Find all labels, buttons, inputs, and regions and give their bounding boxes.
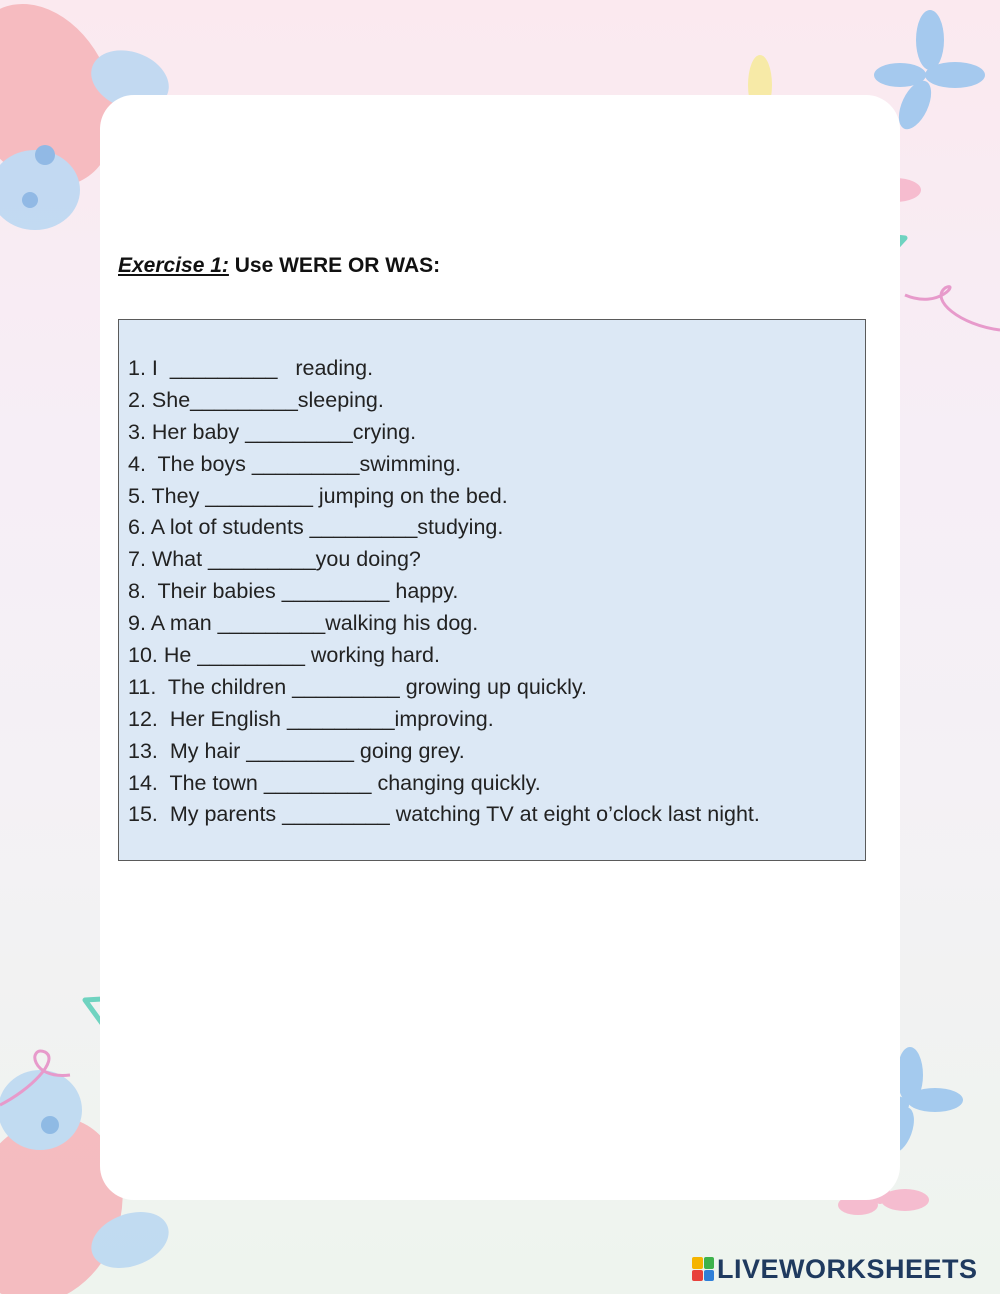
exercise-label: Exercise 1: bbox=[118, 254, 229, 277]
exercise-list bbox=[128, 353, 760, 831]
exercise-item-6: 6. A lot of students _________studying. bbox=[128, 515, 504, 540]
exercise-instruction: Use WERE OR WAS: bbox=[228, 254, 441, 277]
exercise-item-15: 15. My parents _________ watching TV at eight o’clock last night. bbox=[128, 802, 760, 827]
liveworksheets-logo bbox=[692, 1254, 978, 1284]
liveworksheets-logo-icon bbox=[692, 1257, 714, 1281]
exercise-item-10: 10. He _________ working hard. bbox=[128, 643, 440, 668]
exercise-item-14: 14. The town _________ changing quickly. bbox=[128, 770, 541, 795]
exercise-item-5: 5. They _________ jumping on the bed. bbox=[128, 483, 508, 508]
exercise-item-7: 7. What _________you doing? bbox=[128, 547, 421, 572]
exercise-item-13: 13. My hair _________ going grey. bbox=[128, 738, 465, 763]
exercise-item-11: 11. The children _________ growing up quickly. bbox=[128, 674, 587, 699]
exercise-title bbox=[118, 254, 440, 278]
exercise-item-1: 1. I _________ reading. bbox=[128, 356, 374, 380]
exercise-item-3: 3. Her baby _________crying. bbox=[128, 419, 417, 444]
exercise-item-8: 8. Their babies _________ happy. bbox=[128, 579, 459, 604]
exercise-item-2: 2. She_________sleeping. bbox=[128, 387, 384, 412]
exercise-box bbox=[118, 319, 866, 861]
exercise-item-9: 9. A man _________walking his dog. bbox=[128, 611, 479, 636]
exercise-item-12: 12. Her English _________improving. bbox=[128, 706, 494, 731]
brand-name: LIVEWORKSHEETS bbox=[717, 1253, 978, 1284]
exercise-item-4: 4. The boys _________swimming. bbox=[128, 451, 462, 476]
